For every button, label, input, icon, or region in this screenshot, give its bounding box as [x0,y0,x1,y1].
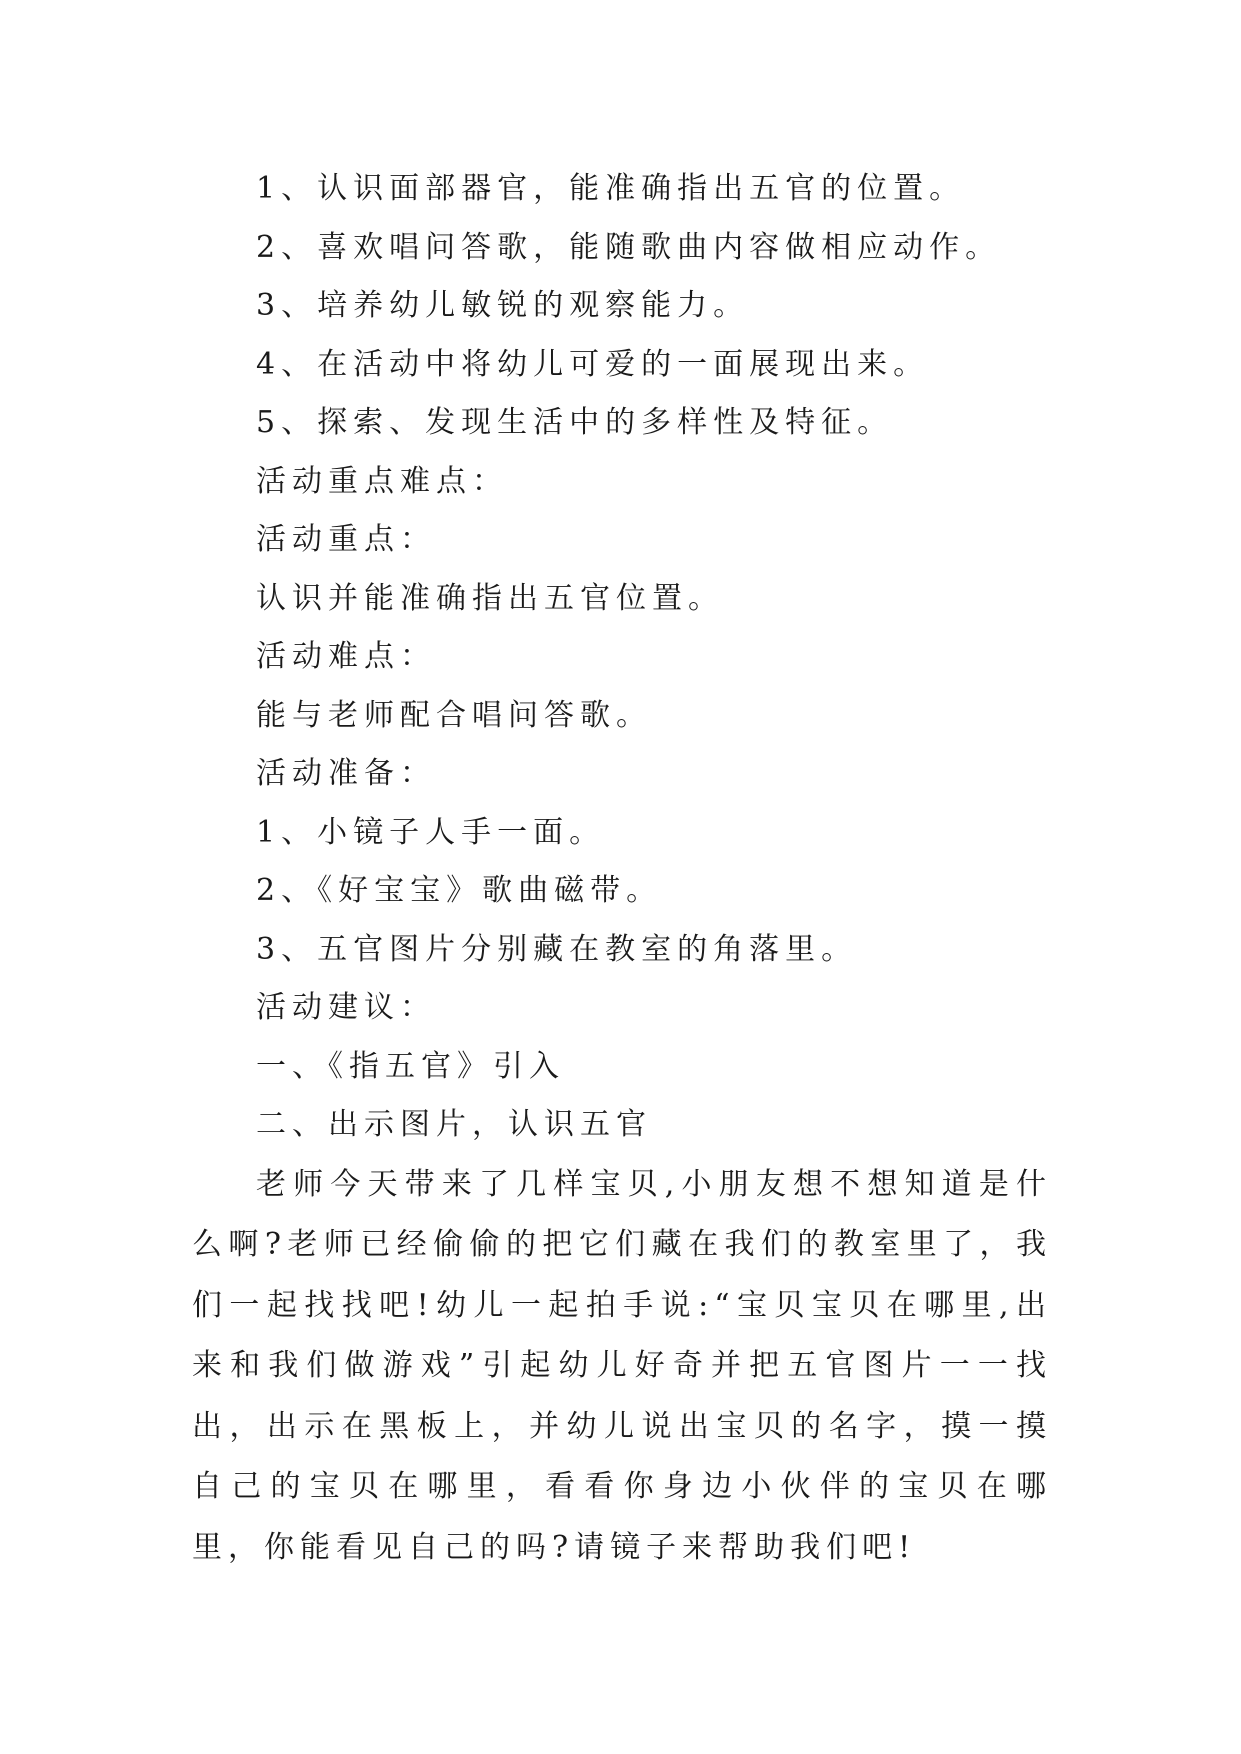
heading-key-points: 活动重点： [256,522,436,557]
suggestion-step-1: 一、《指五官》引入 [256,1048,565,1084]
goal-line-4: 4、在活动中将幼儿可爱的一面展现出来。 [256,346,930,382]
difficult-points-text: 能与老师配合唱问答歌。 [256,697,652,733]
goal-line-1: 1、认识面部器官，能准确指出五官的位置。 [256,171,966,206]
body-paragraph: 老师今天带来了几样宝贝,小朋友想不想知道是什么啊?老师已经偷偷的把它们藏在我们的教室里了，我们一起找找吧!幼儿一起拍手说:“宝贝宝贝在哪里,出来和我们做游戏”引起幼儿好奇并把五官图片一一找出，出示在黑板上，并幼儿说出宝贝的名字，摸一摸自己的宝贝在哪里，看看你身边小伙伴的宝贝在哪里，你能看见自己的吗?请镜子来帮助我们吧! [192,1166,1052,1565]
document-body [192,160,1052,1578]
key-points-text: 认识并能准确指出五官位置。 [256,580,724,616]
preparation-item-2: 2、《好宝宝》歌曲磁带。 [256,873,663,908]
heading-suggestions: 活动建议： [256,990,436,1025]
preparation-item-1: 1、小镜子人手一面。 [256,814,606,850]
preparation-item-3: 3、五官图片分别藏在教室的角落里。 [256,931,858,967]
goal-line-2: 2、喜欢唱问答歌，能随歌曲内容做相应动作。 [256,229,1002,265]
goal-line-5: 5、探索、发现生活中的多样性及特征。 [256,405,894,440]
goal-line-3: 3、培养幼儿敏锐的观察能力。 [256,288,750,323]
heading-key-difficult-points: 活动重点难点： [256,463,508,499]
heading-preparation: 活动准备： [256,756,436,791]
heading-difficult-points: 活动难点： [256,639,436,674]
suggestion-step-2: 二、出示图片，认识五官 [256,1107,652,1142]
